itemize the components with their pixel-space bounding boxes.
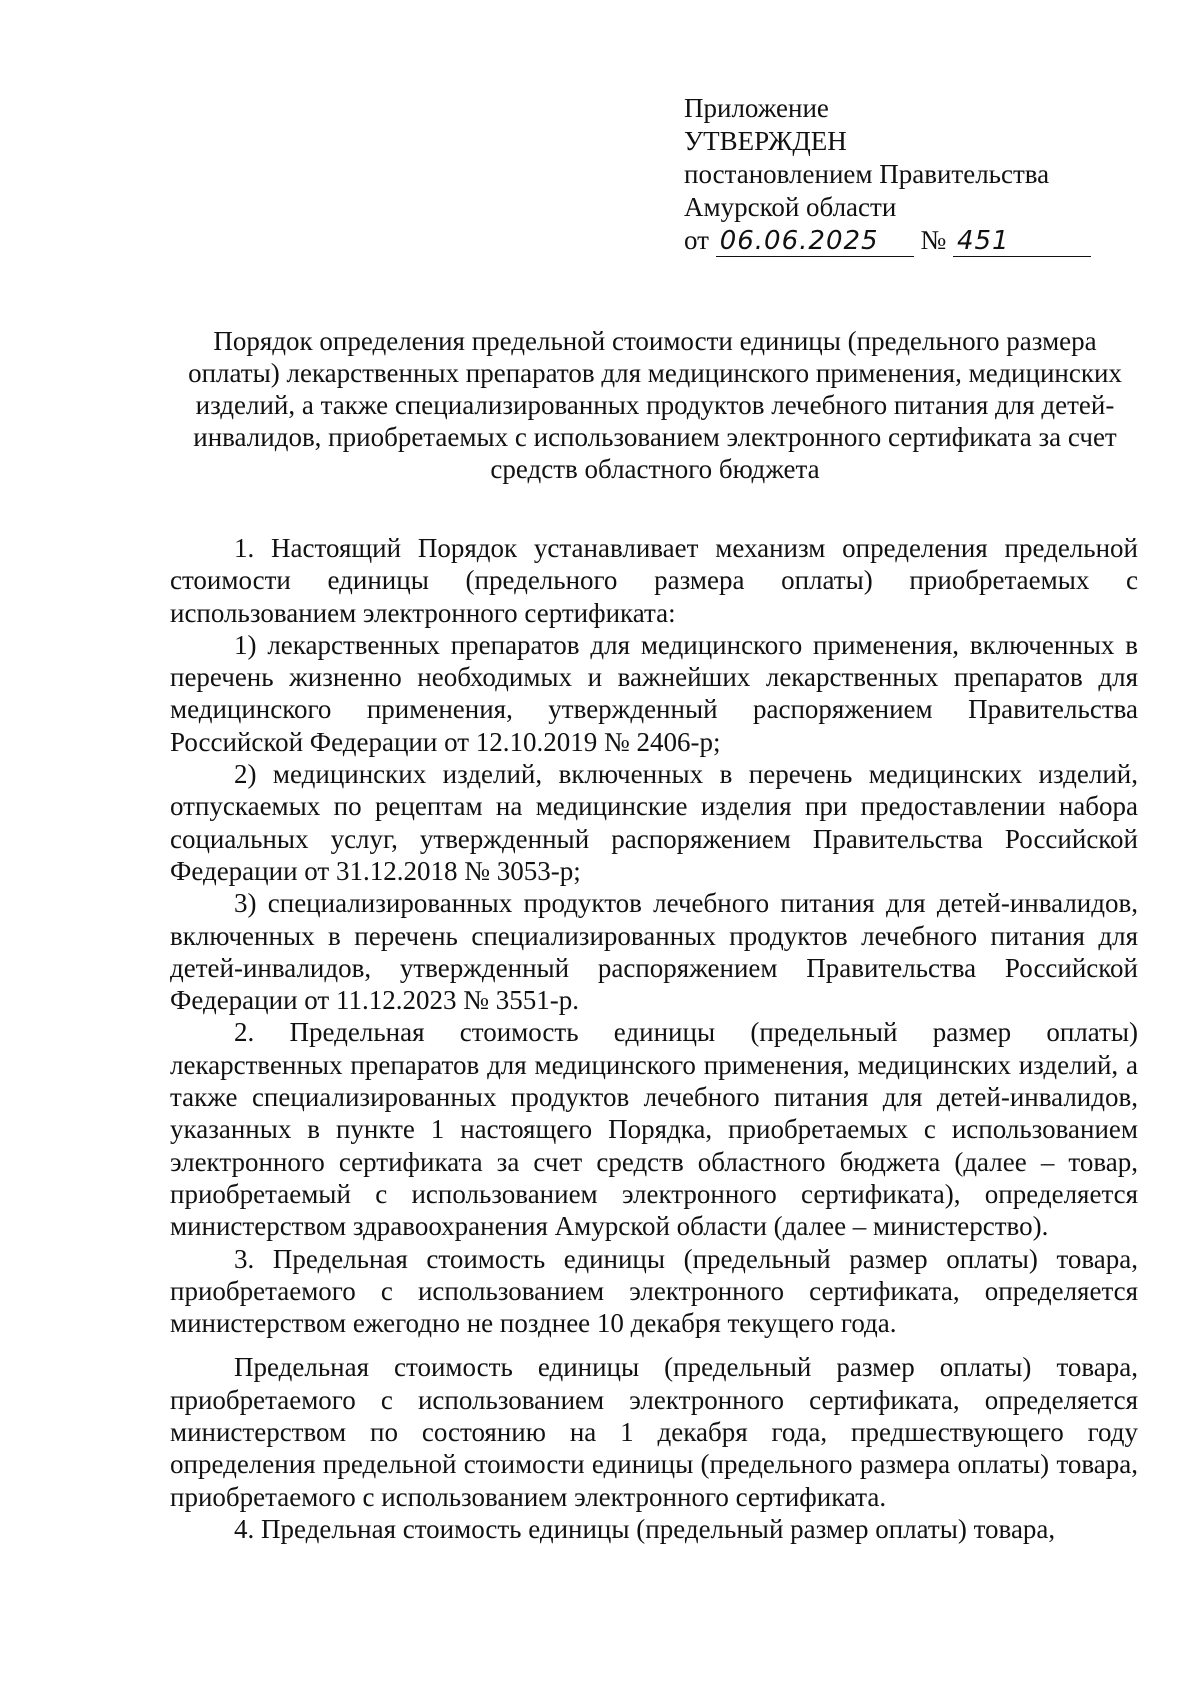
paragraph-2: 2. Предельная стоимость единицы (предельный размер оплаты) лекарственных препаратов для медицинского применения, медицинских изделий, а также специализированных продуктов лечебного питания для детей-инвалидов, указанных в пункте 1 настоящего Порядка, приобретаемых с использованием электронного сертификата за счет средств областного бюджета (далее – товар, приобретаемый с использованием электронного сертификата), определяется министерством здравоохранения Амурской области (далее – министерство). [170,1017,1138,1242]
approval-approved: УТВЕРЖДЕН [684,126,847,156]
date-prefix: от [684,225,709,255]
paragraph-1-item-3: 3) специализированных продуктов лечебного питания для детей-инвалидов, включенных в перечень специализированных продуктов лечебного питания для детей-инвалидов, утвержденный распоряжением Правительства Российской Федерации от 11.12.2023 № 3551-р. [170,888,1138,1016]
paragraph-1: 1. Настоящий Порядок устанавливает механизм определения предельной стоимости единицы (предельного размера оплаты) приобретаемых с использованием электронного сертификата: [170,533,1138,628]
paragraph-1-item-1: 1) лекарственных препаратов для медицинского применения, включенных в перечень жизненно необходимых и важнейших лекарственных препаратов для медицинского применения, утвержденный распоряжением Правительства Российской Федерации от 12.10.2019 № 2406-р; [170,629,1138,757]
paragraph-3: 3. Предельная стоимость единицы (предельный размер оплаты) товара, приобретаемого с использованием электронного сертификата, определяется министерством ежегодно не позднее 10 декабря текущего года. [170,1243,1138,1339]
document-body [170,532,1138,1545]
handwritten-date: 06.06.2025 [716,226,914,257]
approval-resolution: постановлением Правительства [684,159,1050,189]
approval-region: Амурской области [684,192,897,222]
approval-block [684,92,1104,257]
approval-appendix: Приложение [684,93,829,123]
handwritten-number: 451 [953,226,1091,257]
number-sign: № [920,225,947,255]
paragraph-3-continued: Предельная стоимость единицы (предельный размер оплаты) товара, приобретаемого с использованием электронного сертификата, определяется министерством по состоянию на 1 декабря года, предшествующего году определения предельной стоимости единицы (предельного размера оплаты) товара, приобретаемого с использованием электронного сертификата. [170,1352,1138,1512]
approval-date-line [684,224,1104,257]
document-title: Порядок определения предельной стоимости единицы (предельного размера оплаты) лекарственных препаратов для медицинского применения, медицинских изделий, а также специализированных продуктов лечебного питания для детей-инвалидов, приобретаемых с использованием электронного сертификата за счет средств областного бюджета [188,326,1122,484]
paragraph-4: 4. Предельная стоимость единицы (предельный размер оплаты) товара, [234,1513,1056,1544]
paragraph-1-item-2: 2) медицинских изделий, включенных в перечень медицинских изделий, отпускаемых по рецептам на медицинские изделия при предоставлении набора социальных услуг, утвержденный распоряжением Правительства Российской Федерации от 31.12.2018 № 3053-р; [170,759,1138,886]
